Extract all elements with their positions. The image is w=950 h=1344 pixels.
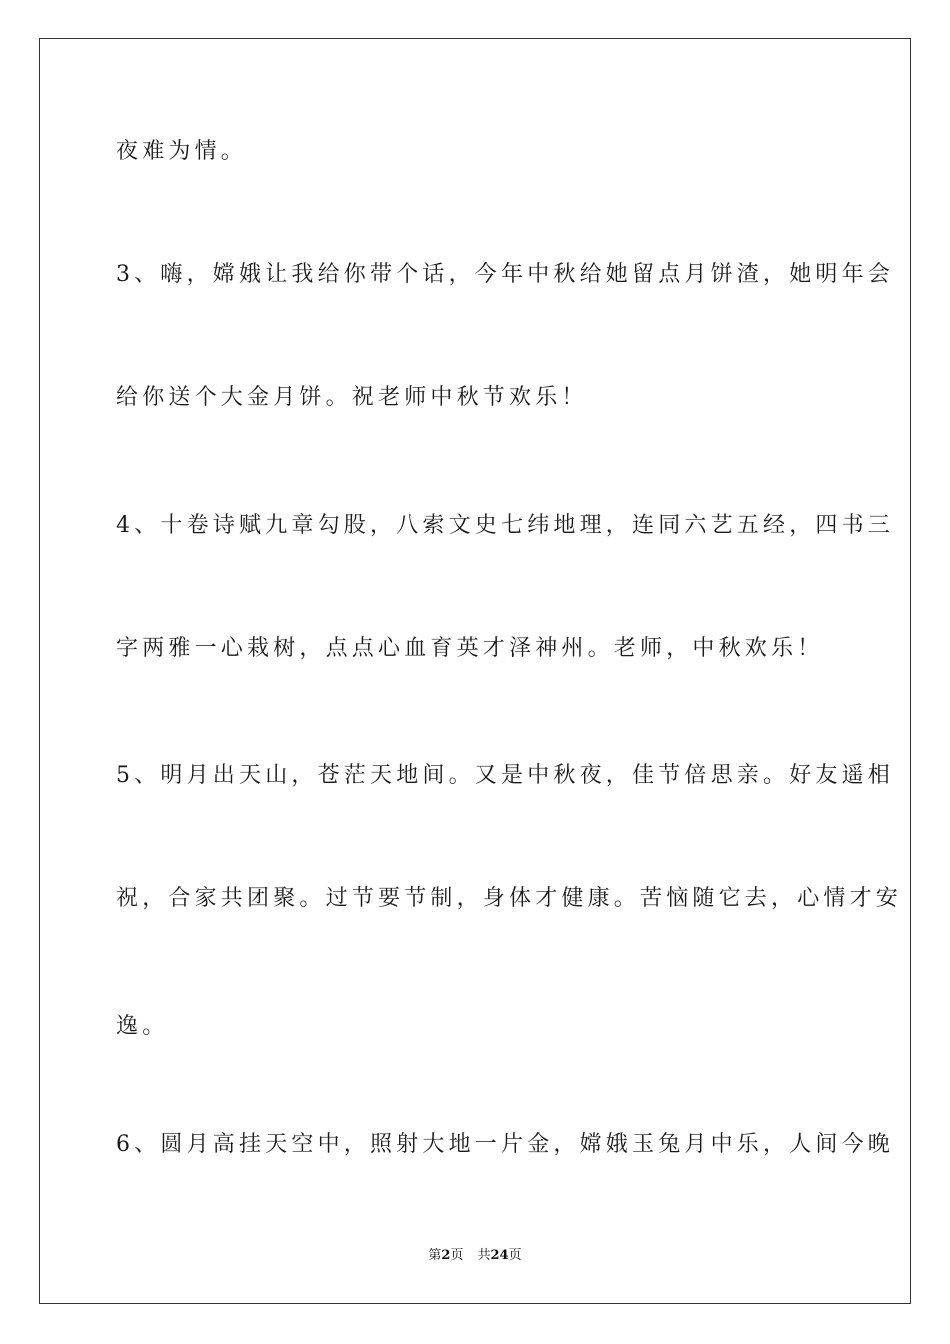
text-line-2: 3、嗨，嫦娥让我给你带个话，今年中秋给她留点月饼渣，她明年会 (116, 262, 894, 287)
text-line-6: 5、明月出天山，苍茫天地间。又是中秋夜，佳节倍思亲。好友遥相 (116, 763, 894, 788)
total-suffix: 页 (508, 1248, 522, 1263)
page-footer (0, 1246, 950, 1266)
text-line-5: 字两雅一心栽树，点点心血育英才泽神州。老师，中秋欢乐！ (116, 636, 824, 661)
total-pages-number: 24 (490, 1248, 509, 1263)
page-suffix: 页 (450, 1248, 464, 1263)
text-line-7: 祝，合家共团聚。过节要节制，身体才健康。苦恼随它去，心情才安 (116, 886, 903, 911)
text-line-4: 4、十卷诗赋九章勾股，八索文史七纬地理，连同六艺五经，四书三 (116, 513, 894, 538)
text-line-1: 夜难为情。 (116, 139, 248, 164)
text-line-9: 6、圆月高挂天空中，照射大地一片金，嫦娥玉兔月中乐，人间今晚 (116, 1132, 894, 1157)
text-line-3: 给你送个大金月饼。祝老师中秋节欢乐！ (116, 385, 588, 410)
total-prefix: 共 (477, 1248, 491, 1263)
page-border (39, 38, 911, 1304)
text-line-8: 逸。 (116, 1014, 169, 1039)
current-page-number: 2 (441, 1248, 451, 1263)
page-prefix: 第 (428, 1248, 442, 1263)
